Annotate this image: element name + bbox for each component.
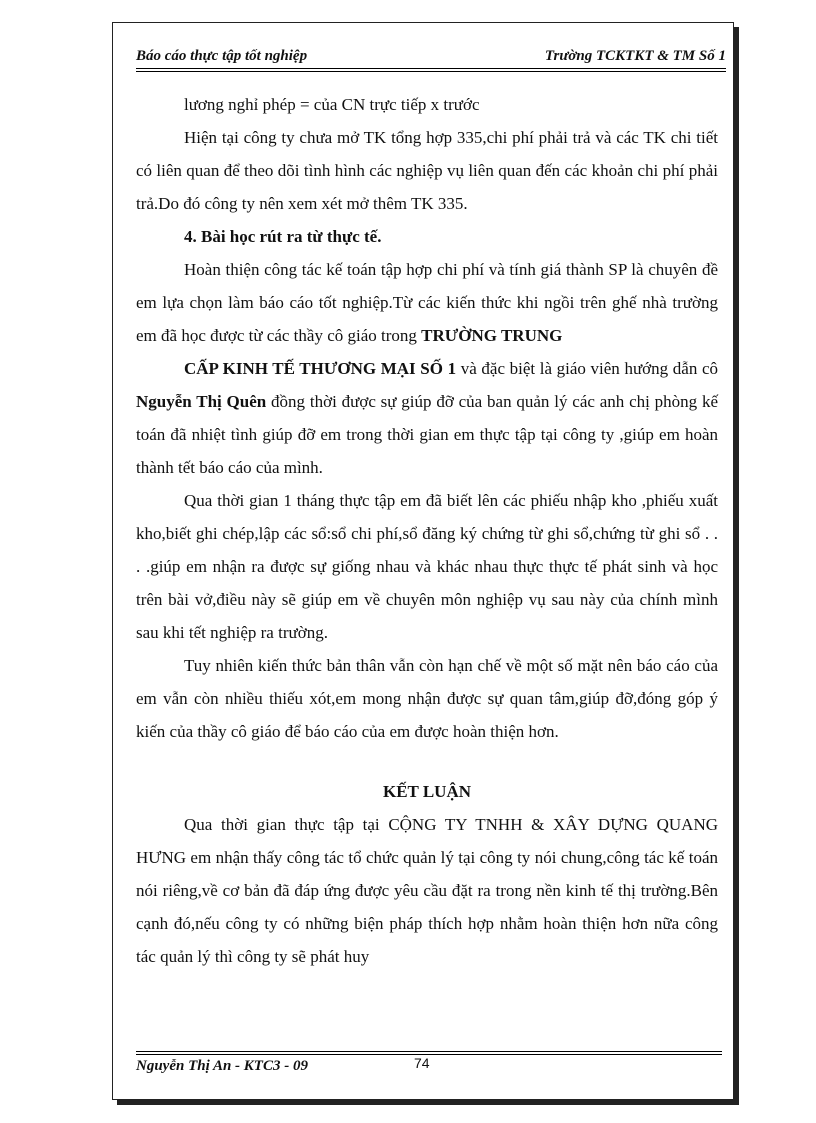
footer-divider (136, 1051, 722, 1052)
header-report-title: Báo cáo thực tập tốt nghiệp (136, 48, 308, 64)
conclusion-heading: KẾT LUẬN (382, 782, 471, 801)
header-divider-double (136, 71, 726, 72)
paragraph-limitations: Tuy nhiên kiến thức bản thân vẫn còn hạn chế về một số mặt nên báo cáo của em vẫn còn nhiều thiếu xót,em mong nhận được sự quan tâm,giúp đỡ,đóng góp ý kiến của thầy cô giáo để báo cáo của em được hoàn thiện hơn. (136, 656, 718, 741)
section-heading-lessons: 4. Bài học rút ra từ thực tế. (184, 227, 382, 246)
paragraph-topic (136, 253, 718, 352)
supervisor-name: Nguyễn Thị Quên (136, 392, 267, 411)
school-name-part2: CẤP KINH TẾ THƯƠNG MẠI SỐ 1 (184, 359, 457, 378)
header-divider (136, 68, 726, 69)
paragraph-leave-pay: lương nghỉ phép = của CN trực tiếp x trước (184, 95, 480, 114)
paragraph-thanks-text-a: và đặc biệt là giáo viên hướng dẫn cô (456, 359, 718, 378)
page-body (136, 88, 718, 973)
header-school-name: Trường TCKTKT & TM Số 1 (544, 48, 726, 64)
page-number: 74 (414, 1055, 430, 1071)
paragraph-account-335: Hiện tại công ty chưa mở TK tổng hợp 335,chi phí phải trả và các TK chi tiết có liên quan để theo dõi tình hình các nghiệp vụ liên quan đến các khoản chi phí phải trả.Do đó công ty nên xem xét mở thêm TK 335. (136, 128, 718, 213)
paragraph-internship-experience: Qua thời gian 1 tháng thực tập em đã biết lên các phiếu nhập kho ,phiếu xuất kho,biết ghi chép,lập các sổ:sổ chi phí,sổ đăng ký chứng từ ghi sổ,chứng từ ghi sổ . . . .giúp em nhận ra được sự giống nhau và khác nhau thực thực tế phát sinh và học trên bài vở,điều này sẽ giúp em về chuyên môn nghiệp vụ sau này của chính mình sau khi tết nghiệp ra trường. (136, 491, 718, 642)
paragraph-topic-text: Hoàn thiện công tác kế toán tập hợp chi phí và tính giá thành SP là chuyên đề em lựa chọn làm báo cáo tốt nghiệp.Từ các kiến thức khi ngồi trên ghế nhà trường em đã học được từ các thầy cô giáo trong (136, 260, 718, 345)
footer-author: Nguyễn Thị An - KTC3 - 09 (136, 1058, 308, 1074)
paragraph-conclusion: Qua thời gian thực tập tại CỘNG TY TNHH & XÂY DỰNG QUANG HƯNG em nhận thấy công tác tổ chức quản lý tại công ty nói chung,công tác kế toán nói riêng,về cơ bản đã đáp ứng được yêu cầu đặt ra trong nền kinh tế thị trường.Bên cạnh đó,nếu công ty có những biện pháp thích hợp nhằm hoàn thiện hơn nữa công tác quản lý thì công ty sẽ phát huy (136, 815, 718, 966)
school-name-part1: TRƯỜNG TRUNG (421, 326, 563, 345)
page-header (136, 48, 726, 68)
paragraph-thanks-text-b: đồng thời được sự giúp đỡ của ban quản lý các anh chị phòng kế toán đã nhiệt tình giúp đỡ em trong thời gian em thực tập tại công ty ,giúp em hoàn thành tết báo cáo của mình. (136, 392, 718, 477)
paragraph-thanks (136, 352, 718, 484)
